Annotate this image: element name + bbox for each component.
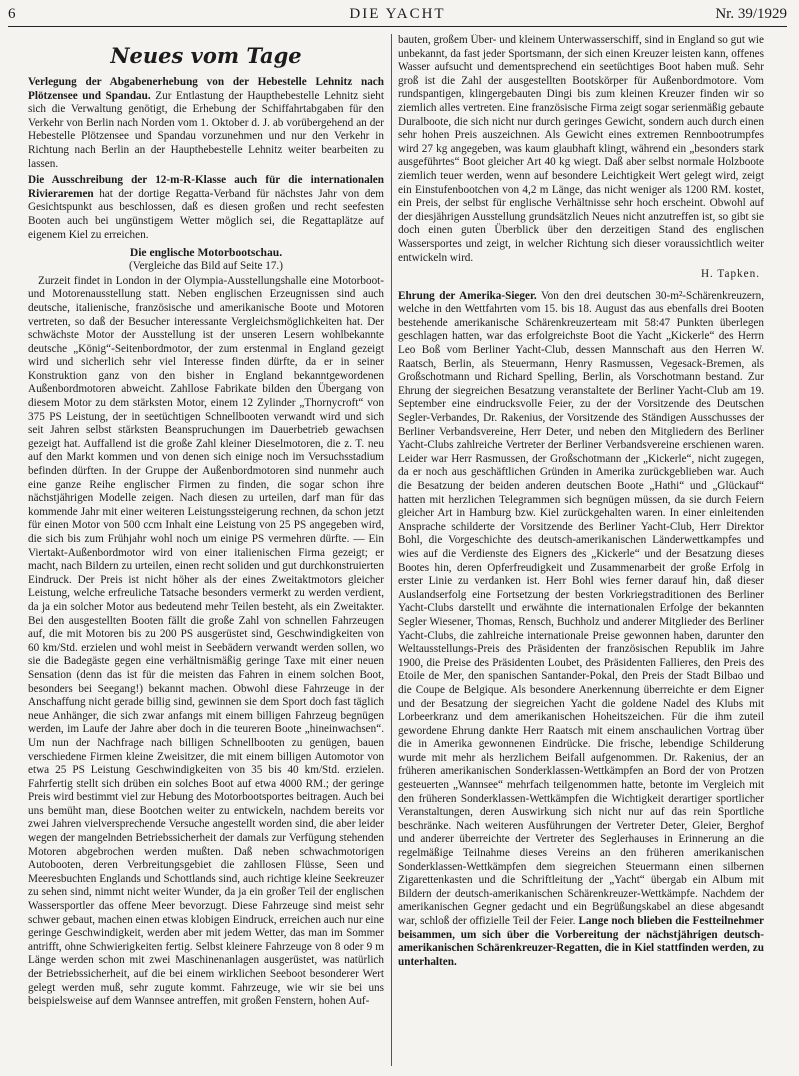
news-item-body: Zur Entlastung der Haupthebestelle Lehnitz sieht sich die Verwaltung genötigt, die Erhebung der Schiffahrtabgaben für den Verkehr von Berlin nach Norden vom 1. Oktober d. J. ab vorübergehend an der Hebestelle Plötzensee und Spandau vorzunehmen und nur den Verkehr in Richtung nach Berlin an der Haupthebestelle Lehnitz weiter bearbeiten zu lassen. xyxy=(28,89,384,170)
issue-number: Nr. 39/1929 xyxy=(715,6,787,22)
news-item-america-winners xyxy=(398,290,764,970)
right-column xyxy=(398,34,764,1070)
article-heading: Die englische Motorbootschau. xyxy=(129,246,283,260)
page-number: 6 xyxy=(8,6,16,22)
news-item-lead: Verlegung der Abgabenerhebung von der Hebestelle Lehnitz nach Plötzensee und Spandau. xyxy=(28,76,384,102)
author-signature: H. Tapken. xyxy=(700,268,760,281)
section-title: Neues vom Tage xyxy=(110,43,302,68)
page-header xyxy=(8,6,787,26)
news-item-lock-fees xyxy=(28,76,384,171)
news-item-lead: Ehrung der Amerika-Sieger. xyxy=(398,289,537,302)
news-item-closing: Lange noch blieben die Festteilnehmer beisammen, um sich über die Vorbereitung der nächstjährigen deutsch-amerikanischen Schärenkreuzer-Regatten, die in Kiel stattfinden werden, zu unterhalten. xyxy=(398,915,764,968)
article-continuation: bauten, großem Über- und kleinem Unterwasserschiff, sind in England so gut wie unbekannt, da fast jeder Sportsmann, der sich einen Kreuzer leisten kann, offenes Wasser aufsucht und dementsprechend ein seetüchtiges Boot haben muß. Sehr groß ist die Zahl der ausgestellten Bootskörper für Außenbordmotore. Vom rundspantigen, klingergebauten Dingi bis zum kleinen Kreuzer finden wir so ziemlich alles vertreten. Eine französische Firma zeigt sogar serienmäßig gebaute Duralboote, die sich nicht nur durch geringes Gewicht, sondern auch durch einen sehr hohen Preis auszeichnen. Als Gewicht eines extremen Rennbootrumpfes wird 27 kg angegeben, was kaum glaubhaft klingt, während ein „besonders stark ausgeführtes“ Boot gleicher Art 40 kg wiegt. Daß aber selbst normale Holzboote ziemlich teuer werden, wenn auf besondere Leichtigkeit Wert gelegt wird, zeigt ein Einstufenbootchen von 4,2 m Länge, das nicht weniger als 1200 RM. kostet, ein Preis, der selbst für englische Verhältnisse sehr hoch erscheint. Obwohl auf der diesjährigen Ausstellung grundsätzlich Neues nicht anzutreffen ist, so gibt sie doch einen guten Überblick über den derzeitigen Stand des englischen Wassersportes und zeigt, in welcher Richtung sich dieser voraussichtlich weiter entwickeln wird. xyxy=(398,34,764,264)
left-column xyxy=(28,34,384,1070)
article-subheading: (Vergleiche das Bild auf Seite 17.) xyxy=(129,260,283,273)
news-item-lead: Die Ausschreibung der 12-m-R-Klasse auch für die internationalen Rivieraremen xyxy=(28,174,384,200)
news-item-body: hat der dortige Regatta-Verband für nächstes Jahr von dem Gesichtspunkt aus beschlossen, daß es diesen großen und recht seefesten Booten auch bei ungünstigem Wetter möglich sei, die Regattaplätze auf eigenem Kiel zu erreichen. xyxy=(28,187,384,241)
article-paragraph: Zurzeit findet in London in der Olympia-Ausstellungshalle eine Motorboot- und Motorenausstellung statt. Neben englischen Erzeugnissen sind auch deutsche, italienische, französische und amerikanische Boote und Motoren vertreten, so daß der Besucher interessante Vergleichsmöglichkeiten hat. Der schwächste Motor der Ausstellung ist der unseren Lesern wohlbekannte deutsche „König“-Seitenbordmotor, der zum erstenmal in England gezeigt wird und sicherlich sehr viel Interesse finden dürfte, da er in seiner Konstruktion ganz von den bisher in England bekanntgewordenen Außenbordmotoren abweicht. Zahllose Fabrikate bilden den Übergang von diesem Motor zu dem stärksten Motor, einem 12 Zylinder „Thornycroft“ von 375 PS Leistung, der in seetüchtigen Schnellbooten verwandt wird und sich seit Jahren selbst stärksten Beanspruchungen im Dauerbetrieb gewachsen gezeigt hat. Auffallend ist die große Zahl kleiner Dieselmotoren, die z. T. neu auf den Markt kommen und von denen sich einige noch im Versuchsstadium befinden dürften. In der Gruppe der Außenbordmotoren sind nunmehr auch eine ganze Reihe englischer Firmen zu finden, die sogar schon ihre nächstjährigen Modelle zeigen. Nach diesen zu urteilen, darf man für das kommende Jahr mit einer weiteren Leistungssteigerung rechnen, da schon jetzt für einen Motor von 500 ccm Inhalt eine Leistung von 25 PS angegeben wird, die sich bis zum Frühjahr wohl noch um einige PS vermehren dürfte. — Ein Viertakt-Außenbordmotor wird von einer italienischen Firma gezeigt; er macht, nach Bildern zu urteilen, einen recht soliden und gut durchkonstruierten Eindruck. Der Preis ist nicht höher als der eines Zweitaktmotors gleicher Leistung, welche erfreuliche Tatsache besonders vermerkt zu werden verdient, da ja ein solcher Motor aus bedeutend mehr Teilen besteht, als ein Zweitakter. Bei den ausgestellten Booten fällt die große Zahl von schnellen Fahrzeugen auf, die mit Motoren bis zu 200 PS ausgerüstet sind, Geschwindigkeiten von 60 km/Std. erzielen und wohl meist in Seebädern verwandt werden sollen, wo sie die Badegäste gegen eine verhältnismäßig geringe Taxe mit einer neuen Sensation (denn das ist für die meisten das Fahren in einem solchen Boot, besonders bei Seegang!) bekannt machen. Obwohl diese Fahrzeuge in der Anschaffung nicht gerade billig sind, gewinnen sie dem Sport doch fast täglich neue Anhänger, die sich zwar anfangs mit einem billigen Fahrzeug begnügen werden, im Laufe der Jahre aber doch in die teureren Boote „hineinwachsen“. Um nun der Nachfrage nach billigen Schnellbooten zu genügen, bauen verschiedene Firmen kleine Zweisitzer, die mit einem billigen Automotor von etwa 25 PS Leistung Geschwindigkeiten von 35 bis 40 km/Std. erzielen. Fahrfertig stellt sich drüben ein solches Boot auf etwa 4000 RM.; der geringe Preis wird bestimmt viel zur Hebung des Motorbootsportes beitragen. Auch bei uns bemüht man, diese Bootchen weiter zu entwickeln, nachdem bereits vor zwei Jahren vielversprechende Versuche angestellt worden sind, die aber leider wegen der mangelnden Betriebssicherheit der damals zur Verfügung stehenden Motoren abgebrochen werden mußten. Daß neben schwachmotorigen Autobooten, deren Verbreitungsgebiet die zahllosen Flüsse, Seen und Meeresbuchten Englands und Schottlands sind, auch richtige kleine Seekreuzer zu sehen sind, nimmt nicht weiter Wunder, da ja ein großer Teil der englischen Wassersportler das offene Meer bevorzugt. Diese Fahrzeuge sind meist sehr schwer gebaut, machen einen etwas klobigen Eindruck, erreichen auch nur eine geringe Geschwindigkeit, werden aber mit jedem Wetter, das man im Sommer antrifft, ohne Schwierigkeiten fertig. Selbst kleinere Fahrzeuge von 8 oder 9 m Länge werden schon mit zwei Maschinenanlagen ausgerüstet, was natürlich der Betriebssicherheit, auf die bei einem wirklichen Seeboot besonderer Wert gelegt werden muß, sehr zugute kommt. Fahrzeuge, wie wir sie bei uns beispielsweise auf dem Wannsee antreffen, mit großen Fenstern, hohen Auf- xyxy=(28,274,384,1008)
news-item-12m-class xyxy=(28,174,384,242)
news-item-body: Von den drei deutschen 30-m²-Schärenkreuzern, welche in den Wettfahrten vom 15. bis 18. August das aus ebenfalls drei Booten bestehende amerikanische Schärenkreuzerteam mit 58:47 Punkten überlegen geschlagen hatten, war das erfolgreichste Boot die Yacht „Kickerle“ des Herrn Leo Boß vom Berliner Yacht-Club, dessen Mannschaft aus den Herren W. Raatsch, Berlin, als Steuermann, Henry Rasmussen, Vegesack-Bremen, als Großschotmann und Richard Spelling, Berlin, als Vorschotmann bestand. Zur Ehrung der siegreichen Besatzung veranstaltete der Berliner Yacht-Club am 19. September eine eindrucksvolle Feier, zu der der Vorsitzende des Deutschen Segler-Verbandes, Dr. Rakenius, der Vorsitzende des Ständigen Ausschusses der Berliner Verbandsvereine, Herr Deter, und neben den Mitgliedern des Berliner Yacht-Clubs zahlreiche Vertreter der Berliner Verbandsvereine erschienen waren. Leider war Herr Rasmussen, der Großschotmann der „Kickerle“, nicht zugegen, da er noch aus geschäftlichen Gründen in Amerika zurückgeblieben war. Auch die Besatzung der beiden anderen deutschen Boote „Hathi“ und „Glückauf“ hatten mit herzlichen Telegrammen sich begnügen müssen, da sie durch Feiern gleicher Art in Hamburg bzw. Kiel zurückgehalten waren. In einer einleitenden Ansprache schilderte der Vorsitzende des Berliner Yacht-Club, Herr Direktor Bohl, die Vorgeschichte des deutsch-amerikanischen Länderwettkampfes und wies auf die Verdienste des Eigners des „Kickerle“ und der Besatzung dieses Bootes hin, deren Opferfreudigkeit und Zusammenarbeit der große Erfolg in erster Linie zu verdanken ist. Herr Bohl wies ferner darauf hin, daß dieser Auslandserfolg eine Fortsetzung der besten Vorkriegstraditionen des Berliner Yacht-Clubs darstellt und erwähnte die internationalen Erfolge der bekannten Segler Wiesener, Thomas, Rensch, Buchholz und anderer Mitglieder des Berliner Yacht-Clubs, die zahlreiche internationale Preise gewonnen haben, darunter den Weltausstellungs-Preis des Präsidenten der französischen Republik im Jahre 1900, die Preise des Präsidenten Loubet, des Präsidenten Fallieres, den Preis des Etoile de Mer, den spanischen Santander-Pokal, den Preis der Stadt Bilbao und die Coupe de Belgique. Als besondere Anerkennung überreichte er dem Eigner und der Besatzung der siegreichen Yacht die goldene Nadel des Klubs mit Lorbeerkranz und dem amerikanischen Hoheitszeichen. Für die ihm zuteil gewordene Ehrung dankte Herr Raatsch mit einem anschaulichen Vortrag über die in Amerika gewonnenen Eindrücke. Die frische, lebendige Schilderung wurde mit mehr als herzlichem Beifall aufgenommen. Dr. Rakenius, der an früheren amerikanischen Sonderklassen-Wettkämpfen an Bord der von Protzen gesteuerten „Wannsee“ mehrfach teilgenommen hatte, betonte im Vergleich mit den früheren Sonderklassen-Wettkämpfen die Wichtigkeit derartiger sportlicher Veranstaltungen, deren Auswirkung sich nicht nur auf das rein Sportliche beschränke. Nach weiteren Ausführungen der Vertreter Deter, Gleier, Berghof und anderer überreichte der Vertreter des Seglerhauses in Erinnerung an die regelmäßige Teilnahme dieses Vereins an den früheren amerikanischen Sonderklassen-Wettkämpfen dem siegreichen Steuermann einen silbernen Zigarettenkasten und die Schriftleitung der „Yacht“ übergab ein Album mit Bildern der deutsch-amerikanischen Schärenkreuzer-Wettkämpfe. Nachdem der amerikanischen Gegner gedacht und ein Begrüßungskabel an diese abgesandt war, schloß der offizielle Teil der Feier. xyxy=(398,289,764,927)
header-rule xyxy=(8,26,787,27)
masthead: DIE YACHT xyxy=(349,6,446,22)
column-divider xyxy=(391,34,392,1066)
